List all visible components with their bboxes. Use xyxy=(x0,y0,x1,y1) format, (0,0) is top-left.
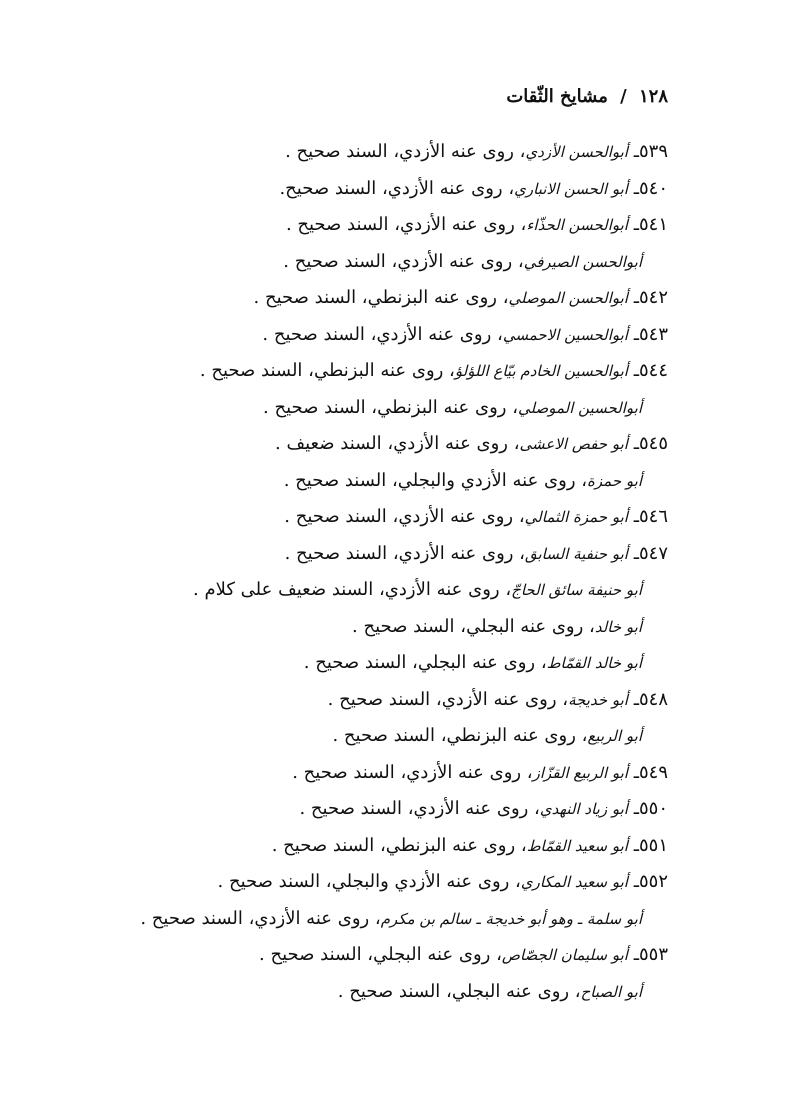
list-item xyxy=(28,171,668,208)
list-item xyxy=(28,244,668,281)
narrator-name: أبو سليمان الجصّاص xyxy=(501,946,628,964)
list-item xyxy=(28,134,668,171)
narrator-name: أبو سلمة ـ وهو أبو خديجة ـ سالم بن مكرم xyxy=(380,909,642,928)
narrator-name: أبوالحسين الخادم بيّاع اللؤلؤ xyxy=(454,362,628,380)
narrator-name: أبوالحسن الحذّاء xyxy=(526,216,628,234)
list-item xyxy=(28,536,668,573)
narrator-name: أبوالحسن الأزدي xyxy=(525,143,628,161)
entry-number: ٥٤٤ـ xyxy=(633,360,668,381)
list-item xyxy=(28,974,668,1011)
entry-text: ، روى عنه البزنطي، السند صحيح . xyxy=(199,360,455,381)
list-item xyxy=(28,572,668,609)
list-item xyxy=(28,682,668,719)
narrator-name: أبوالحسن الموصلي xyxy=(508,289,628,307)
list-item xyxy=(28,353,668,390)
list-item xyxy=(28,718,668,755)
entry-text: ، روى عنه الأزدي، السند صحيح . xyxy=(140,907,381,929)
list-item xyxy=(28,864,668,901)
narrator-name: أبو الربيع القزّاز xyxy=(532,763,628,782)
narrator-name: أبوالحسين الموصلي xyxy=(518,398,642,417)
entry-text: ، روى عنه الأزدي، السند صحيح . xyxy=(283,250,524,272)
narrator-name: أبو الربيع xyxy=(587,727,642,745)
entry-number: ٥٥٢ـ xyxy=(633,871,668,892)
entry-text: ، روى عنه البجلي، السند صحيح . xyxy=(259,944,502,965)
entry-text: ، روى عنه الأزدي، السند صحيح . xyxy=(284,506,525,527)
narrator-name: أبو خالد القمّاط xyxy=(546,654,642,672)
entry-number: ٥٤٥ـ xyxy=(633,433,668,454)
entry-number: ٥٤١ـ xyxy=(633,214,668,235)
entry-text: ، روى عنه الأزدي، السند صحيح . xyxy=(284,542,525,564)
entry-number: ٥٤٦ـ xyxy=(633,506,668,527)
list-item xyxy=(28,645,668,682)
entry-text: ، روى عنه البجلي، السند صحيح . xyxy=(337,980,581,1002)
narrator-name: أبو حنيفة سائق الحاجّ xyxy=(511,581,642,599)
entry-number: ٥٤٠ـ xyxy=(633,177,668,199)
entry-text: ، روى عنه البزنطي، السند صحيح . xyxy=(253,287,509,308)
narrator-name: أبوالحسين الاحمسي xyxy=(502,325,628,344)
narrator-name: أبو خديجة xyxy=(568,690,628,709)
list-item xyxy=(28,791,668,828)
narrator-name: أبو زياد النهدي xyxy=(539,800,628,818)
entry-number: ٥٥١ـ xyxy=(633,834,668,856)
list-item xyxy=(28,755,668,792)
entry-list xyxy=(28,134,668,1010)
entry-text: ، روى عنه الأزدي والبجلي، السند صحيح . xyxy=(217,871,521,892)
entry-number: ٥٤٧ـ xyxy=(633,542,668,564)
entry-text: ، روى عنه الأزدي، السند ضعيف على كلام . xyxy=(193,579,512,600)
list-item xyxy=(28,499,668,536)
list-item xyxy=(28,609,668,646)
list-item xyxy=(28,280,668,317)
narrator-name: أبو خالد xyxy=(594,617,642,636)
entry-text: ، روى عنه البجلي، السند صحيح . xyxy=(303,652,547,673)
narrator-name: أبوالحسن الصيرفي xyxy=(523,252,642,271)
entry-text: ، روى عنه الأزدي، السند صحيح . xyxy=(299,798,540,819)
entry-number: ٥٤٨ـ xyxy=(633,688,668,710)
entry-number: ٥٥٠ـ xyxy=(633,798,668,819)
page-number: ١٢٨ xyxy=(638,86,668,107)
list-item xyxy=(28,828,668,865)
entry-number: ٥٣٩ـ xyxy=(633,141,668,162)
entry-text: ، روى عنه البزنطي، السند صحيح . xyxy=(332,725,588,746)
page-header xyxy=(506,86,668,107)
entry-text: ، روى عنه البزنطي، السند صحيح . xyxy=(263,396,519,418)
list-item xyxy=(28,901,668,938)
entry-text: ، روى عنه الأزدي، السند صحيح . xyxy=(262,323,503,345)
entry-number: ٥٤٢ـ xyxy=(633,287,668,308)
header-separator: / xyxy=(620,86,627,107)
entry-number: ٥٤٣ـ xyxy=(633,323,668,345)
entry-text: ، روى عنه الأزدي، السند صحيح. xyxy=(279,177,515,199)
narrator-name: أبو الحسن الانباري xyxy=(514,179,628,198)
narrator-name: أبو حفص الاعشى xyxy=(519,435,628,453)
entry-text: ، روى عنه الأزدي، السند صحيح . xyxy=(292,761,533,783)
list-item xyxy=(28,463,668,500)
entry-number: ٥٤٩ـ xyxy=(633,761,668,783)
entry-number: ٥٥٣ـ xyxy=(633,944,668,965)
list-item xyxy=(28,317,668,354)
narrator-name: أبو حمزة xyxy=(587,471,642,490)
entry-text: ، روى عنه الأزدي، السند صحيح . xyxy=(285,214,527,235)
narrator-name: أبو حمزة الثمالي xyxy=(524,508,628,526)
entry-text: ، روى عنه الأزدي والبجلي، السند صحيح . xyxy=(283,469,588,491)
narrator-name: أبو سعيد المكاري xyxy=(520,873,628,891)
narrator-name: أبو حنفية السابق xyxy=(525,544,628,563)
entry-text: ، روى عنه الأزدي، السند صحيح . xyxy=(285,141,526,162)
entry-text: ، روى عنه البجلي، السند صحيح . xyxy=(352,615,595,637)
list-item xyxy=(28,426,668,463)
book-title: مشايخ الثّقات xyxy=(506,86,608,107)
entry-text: ، روى عنه الأزدي، السند ضعيف . xyxy=(275,433,520,454)
list-item xyxy=(28,390,668,427)
entry-text: ، روى عنه الأزدي، السند صحيح . xyxy=(327,688,569,710)
list-item xyxy=(28,937,668,974)
narrator-name: أبو سعيد القمّاط xyxy=(526,836,628,855)
entry-text: ، روى عنه البزنطي، السند صحيح . xyxy=(271,834,527,856)
narrator-name: أبو الصباح xyxy=(580,982,642,1001)
list-item xyxy=(28,207,668,244)
